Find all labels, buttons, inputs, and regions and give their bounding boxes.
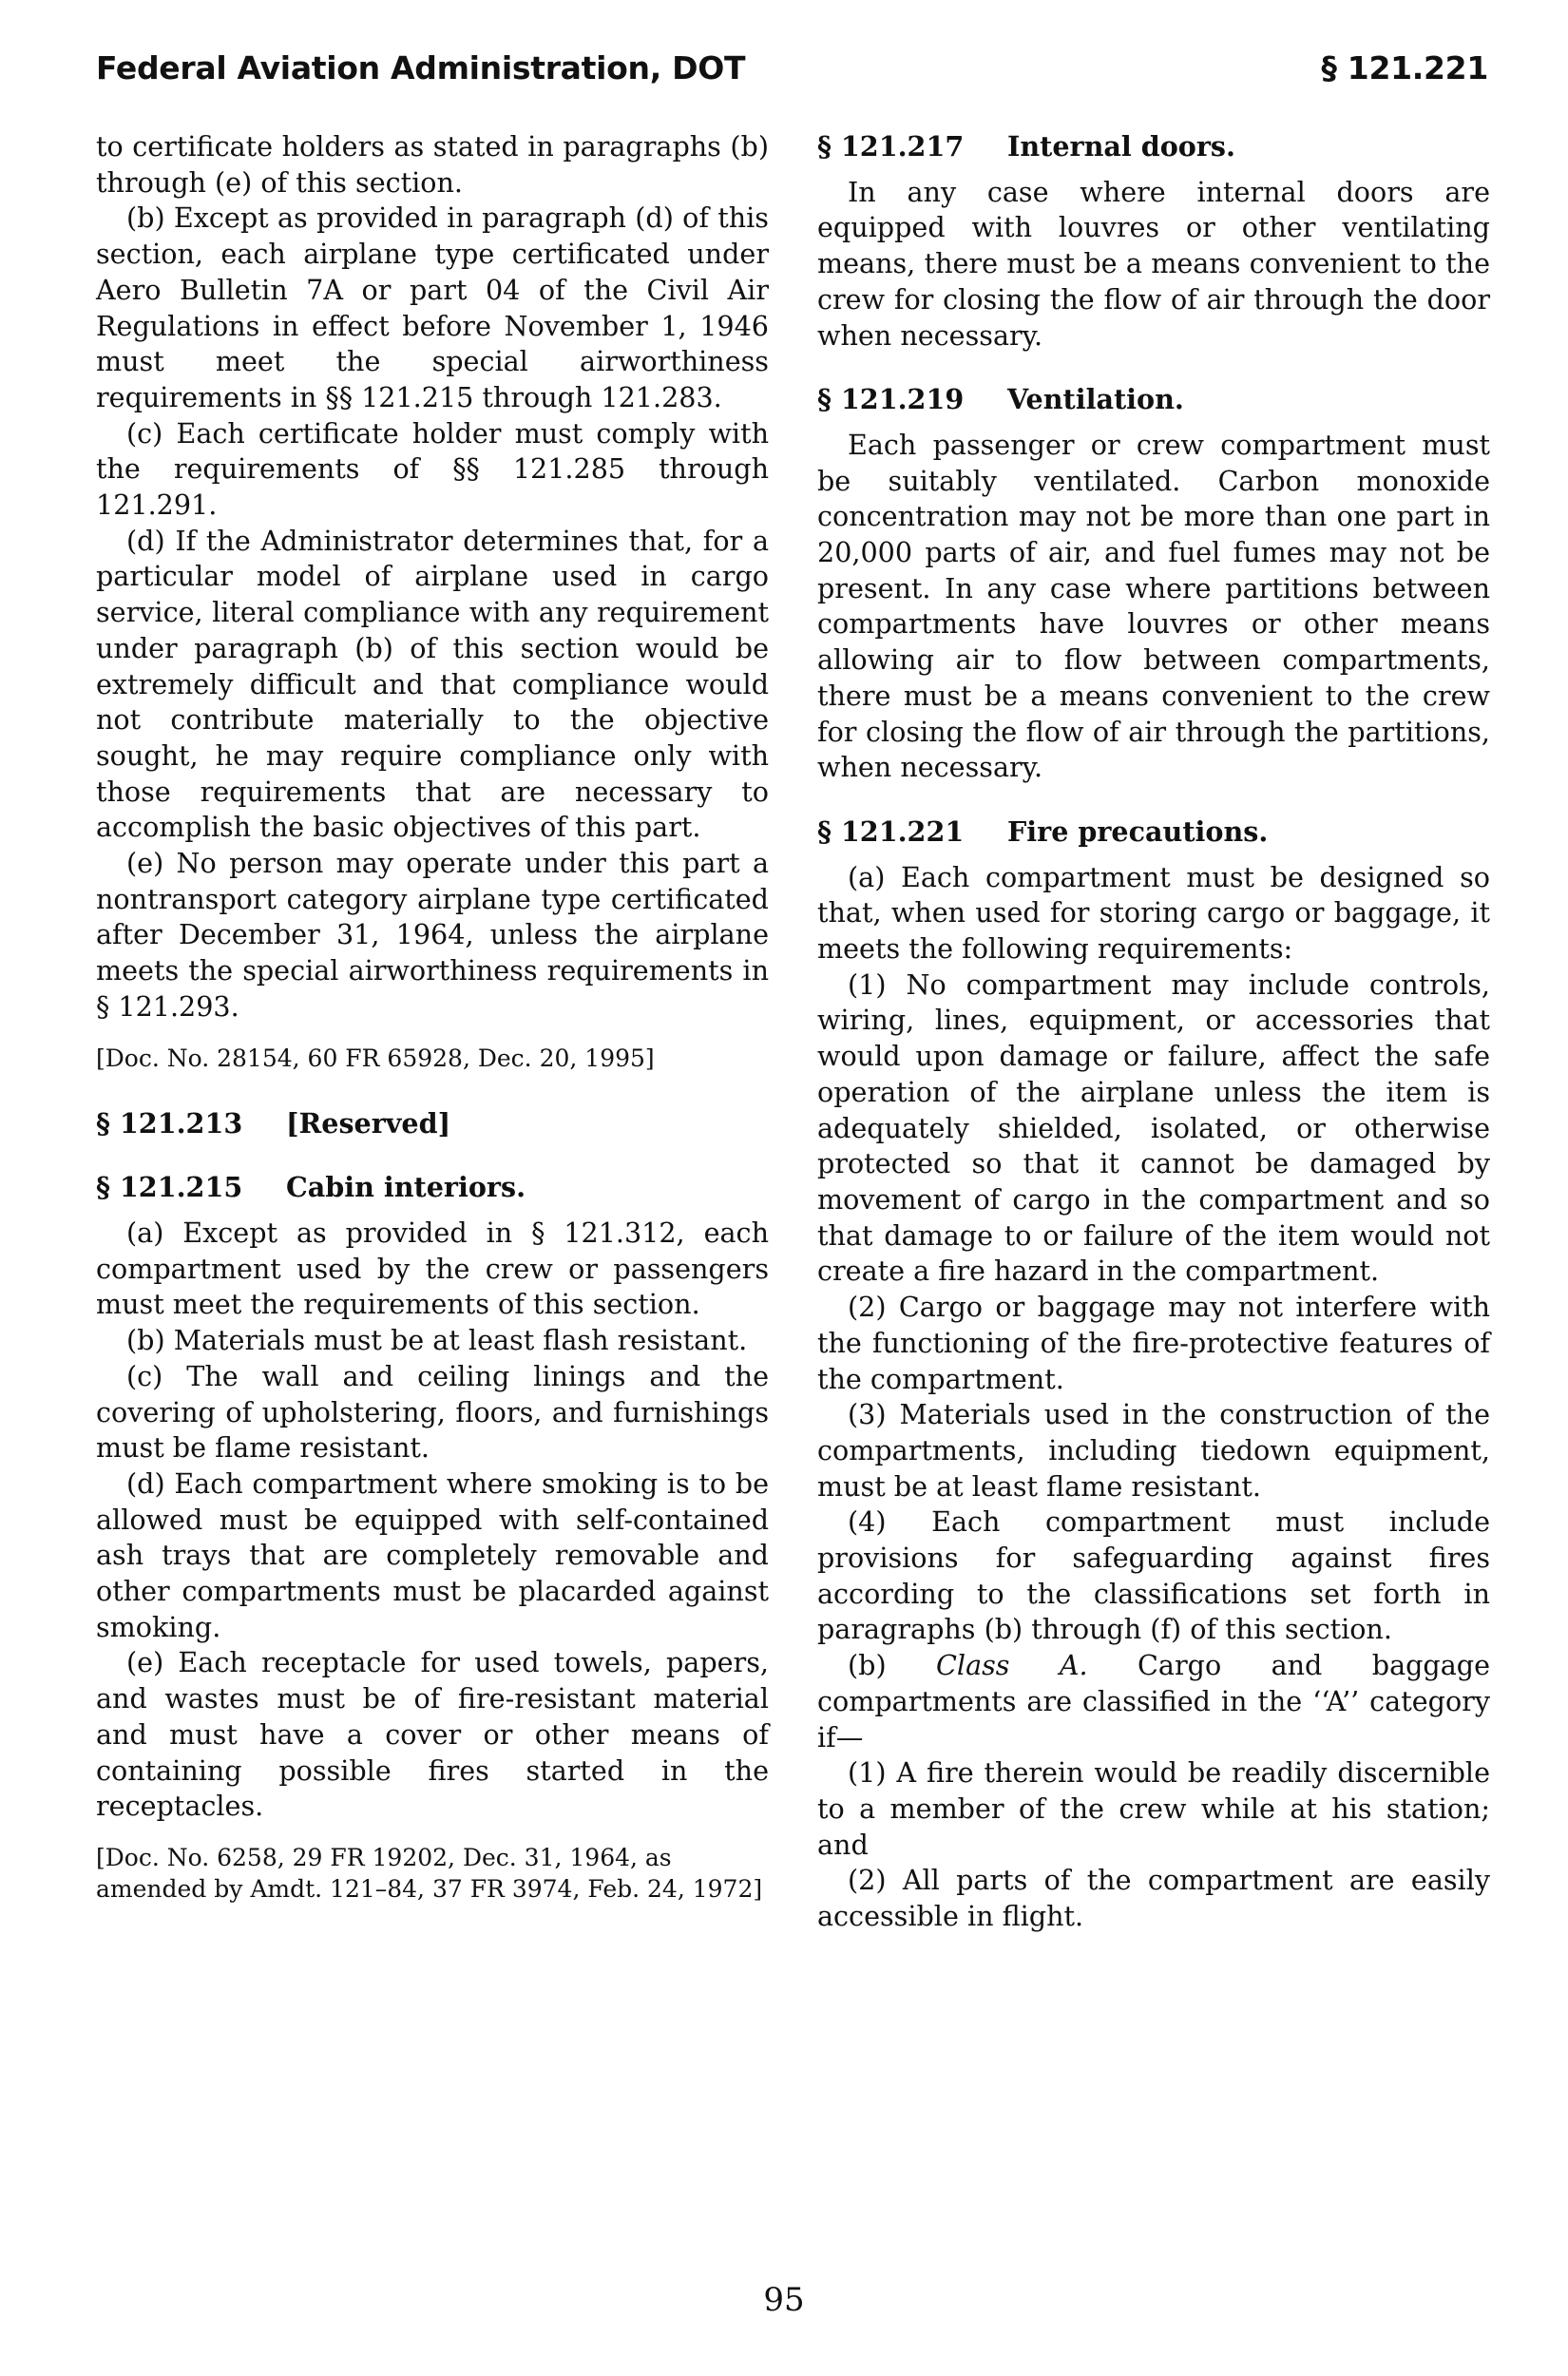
class-label: Class A. [936, 1649, 1088, 1682]
section-number: § 121.219 [817, 383, 965, 416]
paragraph: (a) Except as provided in § 121.312, each compartment used by the crew or passengers must meet the requirements of this section. [96, 1216, 769, 1321]
paragraph: (c) The wall and ceiling linings and the covering of upholstering, floors, and furnishings must be flame resistant. [96, 1359, 769, 1465]
paragraph: (4) Each compartment must include provisions for safeguarding against fires according to the classifications set forth in paragraphs (b) through (f) of this section. [817, 1505, 1490, 1646]
left-column [96, 129, 769, 1905]
running-header [96, 49, 1488, 103]
paragraph-text: Cargo and baggage compartments are classified in the ‘‘A’’ category if— [817, 1649, 1490, 1753]
section-title: Cabin interiors. [285, 1171, 526, 1204]
paragraph: (1) A fire therein would be readily discernible to a member of the crew while at his station; and [817, 1756, 1490, 1861]
section-number: § 121.221 [817, 814, 965, 848]
header-section: § 121.221 [1321, 49, 1488, 86]
paragraph: (a) Each compartment must be designed so that, when used for storing cargo or baggage, it meets the following requirements: [817, 860, 1490, 966]
paragraph: (c) Each certificate holder must comply with the requirements of §§ 121.285 through 121.291. [96, 416, 769, 522]
header-agency: Federal Aviation Administration, DOT [96, 49, 746, 86]
section-title: Internal doors. [1006, 130, 1235, 163]
paragraph: (2) All parts of the compartment are easily accessible in flight. [817, 1864, 1490, 1933]
section-heading-121-219 [817, 382, 1490, 418]
paragraph: (2) Cargo or baggage may not interfere with the functioning of the fire-protective features of the compartment. [817, 1291, 1490, 1395]
page-number: 95 [763, 2281, 805, 2319]
paragraph-label: (b) [848, 1649, 887, 1682]
section-title: [Reserved] [285, 1106, 451, 1140]
section-heading-121-217 [817, 129, 1490, 165]
paragraph: (b) Except as provided in paragraph (d) of this section, each airplane type certificated under Aero Bulletin 7A or part 04 of the Civil Air Regulations in effect before November 1, 1946 must meet the special airworthiness requirements in §§ 121.215 through 121.283. [96, 201, 769, 413]
section-heading-121-221 [817, 814, 1490, 851]
section-heading-121-215 [96, 1170, 769, 1206]
paragraph: (b) Materials must be at least flash resistant. [126, 1324, 748, 1357]
paragraph: Each passenger or crew compartment must be suitably ventilated. Carbon monoxide concentration may not be more than one part in 20,000 parts of air, and fuel fumes may not be present. In any case where partitions between compartments have louvres or other means allowing air to flow between compartments, there must be a means convenient to the crew for closing the flow of air through the partitions, when necessary. [817, 428, 1490, 784]
section-heading-121-213 [96, 1106, 769, 1142]
section-title: Fire precautions. [1006, 814, 1269, 848]
paragraph: (e) No person may operate under this part a nontransport category airplane type certificated after December 31, 1964, unless the airplane meets the special airworthiness requirements in § 121.293. [96, 847, 769, 1023]
section-number: § 121.217 [817, 130, 965, 163]
paragraph: (e) Each receptacle for used towels, papers, and wastes must be of fire-resistant material and must have a cover or other means of containing possible fires started in the receptacles. [96, 1646, 769, 1823]
paragraph: (3) Materials used in the construction of the compartments, including tiedown equipment, must be at least flame resistant. [817, 1398, 1490, 1503]
section-number: § 121.215 [96, 1171, 243, 1204]
section-title: Ventilation. [1006, 383, 1184, 416]
right-column [817, 129, 1490, 1935]
section-number: § 121.213 [96, 1106, 243, 1140]
citation: [Doc. No. 28154, 60 FR 65928, Dec. 20, 1995] [96, 1044, 655, 1072]
paragraph: In any case where internal doors are equipped with louvres or other ventilating means, there must be a means convenient to the crew for closing the flow of air through the door when necessary. [817, 175, 1490, 352]
paragraph: (1) No compartment may include controls, wiring, lines, equipment, or accessories that would upon damage or failure, affect the safe operation of the airplane unless the item is adequately shielded, isolated, or otherwise protected so that it cannot be damaged by movement of cargo in the compartment and so that damage to or failure of the item would not create a fire hazard in the compartment. [817, 968, 1490, 1288]
paragraph-class-a [817, 1648, 1490, 1755]
paragraph: to certificate holders as stated in paragraphs (b) through (e) of this section. [96, 130, 769, 199]
paragraph: (d) If the Administrator determines that, for a particular model of airplane used in cargo service, literal compliance with any requirement under paragraph (b) of this section would be extremely difficult and that compliance would not contribute materially to the objective sought, he may require compliance only with those requirements that are necessary to accomplish the basic objectives of this part. [96, 524, 769, 844]
paragraph: (d) Each compartment where smoking is to be allowed must be equipped with self-contained ash trays that are completely removable and other compartments must be placarded against smoking. [96, 1466, 769, 1643]
citation: [Doc. No. 6258, 29 FR 19202, Dec. 31, 1964, as amended by Amdt. 121–84, 37 FR 3974, Feb. 24, 1972] [96, 1843, 763, 1903]
